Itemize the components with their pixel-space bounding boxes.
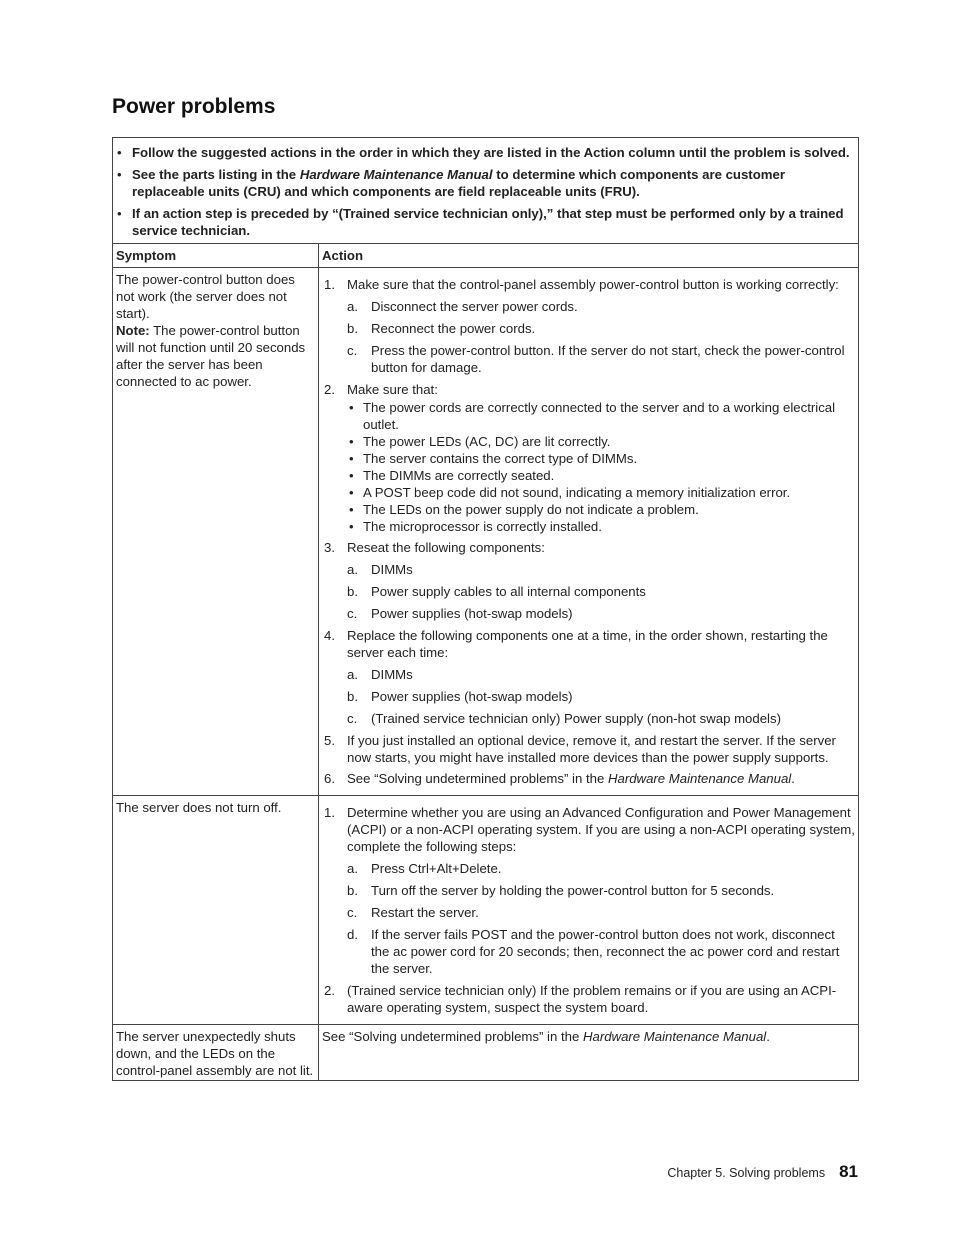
- sub-step-letter: c.: [347, 711, 358, 726]
- step-text: [347, 540, 545, 555]
- step-text: [347, 277, 839, 292]
- sub-step-text: [371, 667, 413, 682]
- step-number: 5.: [324, 733, 335, 748]
- sub-step-text: [371, 562, 413, 577]
- sub-step: [347, 882, 855, 899]
- text-run: Power supplies (hot-swap models): [371, 689, 573, 704]
- step-text: [347, 733, 836, 765]
- sub-step-text: [371, 689, 573, 704]
- sub-step: [347, 860, 855, 877]
- text-run: Press the power-control button. If the server do not start, check the power-control button for damage.: [371, 343, 845, 375]
- action-steps: [322, 276, 855, 787]
- text-run: Disconnect the server power cords.: [371, 299, 578, 314]
- sub-step: [347, 342, 855, 376]
- step-text: [347, 382, 438, 397]
- table-row: [113, 268, 859, 796]
- text-run: DIMMs: [371, 667, 413, 682]
- text-run: Follow the suggested actions in the order in which they are listed in the Action column until the problem is solved.: [132, 145, 850, 160]
- text-run: See “Solving undetermined problems” in the: [347, 771, 608, 786]
- sub-steps: [347, 666, 855, 727]
- action-step: [322, 627, 855, 727]
- sub-step: [347, 710, 855, 727]
- sub-step-text: [371, 711, 781, 726]
- action-steps: [322, 804, 855, 1016]
- sub-step-letter: a.: [347, 667, 358, 682]
- text-run: Reseat the following components:: [347, 540, 545, 555]
- sub-step-letter: b.: [347, 321, 358, 336]
- check-list: [347, 399, 855, 535]
- text-run: See the parts listing in the: [132, 167, 300, 182]
- text-run: Make sure that:: [347, 382, 438, 397]
- text-run: Reconnect the power cords.: [371, 321, 536, 336]
- symptom-cell: [113, 1025, 319, 1081]
- text-run: Power supplies (hot-swap models): [371, 606, 573, 621]
- check-item: • The microprocessor is correctly installed.: [347, 518, 855, 535]
- text-run: The server unexpectedly shuts down, and the LEDs on the control-panel assembly are not lit.: [116, 1029, 314, 1078]
- step-text: [347, 628, 828, 660]
- sub-step: [347, 688, 855, 705]
- intro-item: [116, 205, 855, 239]
- sub-step-letter: c.: [347, 606, 358, 621]
- symptom-cell: [113, 268, 319, 796]
- sub-step-letter: c.: [347, 905, 358, 920]
- sub-step: [347, 298, 855, 315]
- check-item: • The server contains the correct type of DIMMs.: [347, 450, 855, 467]
- sub-step: [347, 904, 855, 921]
- text-run: If the server fails POST and the power-control button does not work, disconnect the ac power cord for 20 seconds; then, reconnect the ac power cord and restart the server.: [371, 927, 840, 976]
- table-row: [113, 796, 859, 1025]
- action-step: [322, 982, 855, 1016]
- sub-steps: [347, 561, 855, 622]
- sub-step: [347, 320, 855, 337]
- text-run: The power-control button will not function until 20 seconds after the server has been connected to ac power.: [116, 323, 306, 389]
- action-step: [322, 539, 855, 622]
- action-cell: [319, 1025, 859, 1081]
- manual-title: Hardware Maintenance Manual: [299, 167, 493, 182]
- text-run: Turn off the server by holding the power-control button for 5 seconds.: [371, 883, 775, 898]
- step-text: [347, 805, 855, 854]
- symptom-cell: [113, 796, 319, 1025]
- power-problems-table: [112, 137, 859, 1081]
- action-step: [322, 276, 855, 376]
- sub-step-text: [371, 606, 573, 621]
- text-run: (Trained service technician only) Power supply (non-hot swap models): [371, 711, 781, 726]
- sub-step-letter: c.: [347, 343, 358, 358]
- sub-step-letter: a.: [347, 861, 358, 876]
- symptom-header: Symptom: [113, 244, 319, 268]
- text-run: Replace the following components one at a time, in the order shown, restarting the server each time:: [347, 628, 828, 660]
- sub-step-text: [371, 321, 535, 336]
- step-text: [347, 771, 795, 786]
- check-item: • A POST beep code did not sound, indicating a memory initialization error.: [347, 484, 855, 501]
- step-number: 2.: [324, 382, 335, 397]
- text-run: The server does not turn off.: [116, 800, 282, 815]
- page-number: 81: [839, 1162, 858, 1181]
- text-run: Determine whether you are using an Advanced Configuration and Power Management (ACPI) or a non-ACPI operating system. If you are using a non-ACPI operating system, complete the following steps:: [347, 805, 855, 854]
- sub-step: [347, 926, 855, 977]
- text-run: Press Ctrl+Alt+Delete.: [371, 861, 502, 876]
- step-number: 6.: [324, 771, 335, 786]
- step-number: 1.: [324, 805, 335, 820]
- check-item: • The DIMMs are correctly seated.: [347, 467, 855, 484]
- sub-step-letter: a.: [347, 562, 358, 577]
- action-header: Action: [319, 244, 859, 268]
- text-run: If an action step is preceded by “(Trained service technician only),” that step must be performed only by a trained service technician.: [132, 206, 844, 238]
- sub-step-letter: a.: [347, 299, 358, 314]
- action-cell: [319, 796, 859, 1025]
- text-run: Power supply cables to all internal components: [371, 584, 646, 599]
- sub-step-letter: b.: [347, 883, 358, 898]
- sub-step-text: [371, 883, 774, 898]
- action-step: [322, 732, 855, 766]
- header-row: [113, 244, 859, 268]
- sub-step-text: [371, 927, 839, 976]
- intro-row: [113, 138, 859, 244]
- action-cell: [319, 268, 859, 796]
- sub-step-letter: b.: [347, 584, 358, 599]
- sub-step: [347, 583, 855, 600]
- text-run: See “Solving undetermined problems” in the: [322, 1029, 583, 1044]
- sub-steps: [347, 860, 855, 977]
- step-number: 4.: [324, 628, 335, 643]
- sub-step: [347, 605, 855, 622]
- sub-step-letter: d.: [347, 927, 358, 942]
- check-item: • The power cords are correctly connected to the server and to a working electrical outlet.: [347, 399, 855, 433]
- text-run: The power-control button does not work (the server does not start).: [116, 272, 295, 321]
- text-run: If you just installed an optional device, remove it, and restart the server. If the server now starts, you might have installed more devices than the power supply supports.: [347, 733, 836, 765]
- manual-title: Hardware Maintenance Manual: [607, 771, 792, 786]
- manual-title: Hardware Maintenance Manual: [582, 1029, 767, 1044]
- text-run: DIMMs: [371, 562, 413, 577]
- sub-step: [347, 666, 855, 683]
- text-run: .: [791, 771, 795, 786]
- text-run: (Trained service technician only) If the problem remains or if you are using an ACPI-aware operating system, suspect the system board.: [347, 983, 837, 1015]
- sub-steps: [347, 298, 855, 376]
- step-number: 1.: [324, 277, 335, 292]
- sub-step-text: [371, 343, 845, 375]
- text-run: Make sure that the control-panel assembly power-control button is working correctly:: [347, 277, 839, 292]
- sub-step-letter: b.: [347, 689, 358, 704]
- sub-step-text: [371, 905, 479, 920]
- text-run: to determine which components are customer replaceable units (CRU) and which components are field replaceable units (FRU).: [132, 167, 785, 199]
- step-number: 3.: [324, 540, 335, 555]
- intro-item: [116, 166, 855, 200]
- chapter-label: Chapter 5. Solving problems: [667, 1166, 826, 1180]
- text-run: Restart the server.: [371, 905, 479, 920]
- table-row: [113, 1025, 859, 1081]
- step-text: [347, 983, 836, 1015]
- page-title: Power problems: [112, 95, 276, 118]
- intro-cell: [113, 138, 859, 244]
- sub-step-text: [371, 299, 578, 314]
- sub-step-text: [371, 861, 501, 876]
- check-item: • The power LEDs (AC, DC) are lit correctly.: [347, 433, 855, 450]
- page-footer: [667, 1162, 858, 1182]
- action-step: [322, 804, 855, 977]
- intro-item: [116, 144, 855, 161]
- text-run: .: [766, 1029, 770, 1044]
- action-step: [322, 381, 855, 535]
- intro-list: [116, 141, 855, 239]
- check-item: • The LEDs on the power supply do not indicate a problem.: [347, 501, 855, 518]
- sub-step-text: [371, 584, 646, 599]
- action-step: [322, 770, 855, 787]
- note-label: Note:: [116, 323, 150, 338]
- step-number: 2.: [324, 983, 335, 998]
- sub-step: [347, 561, 855, 578]
